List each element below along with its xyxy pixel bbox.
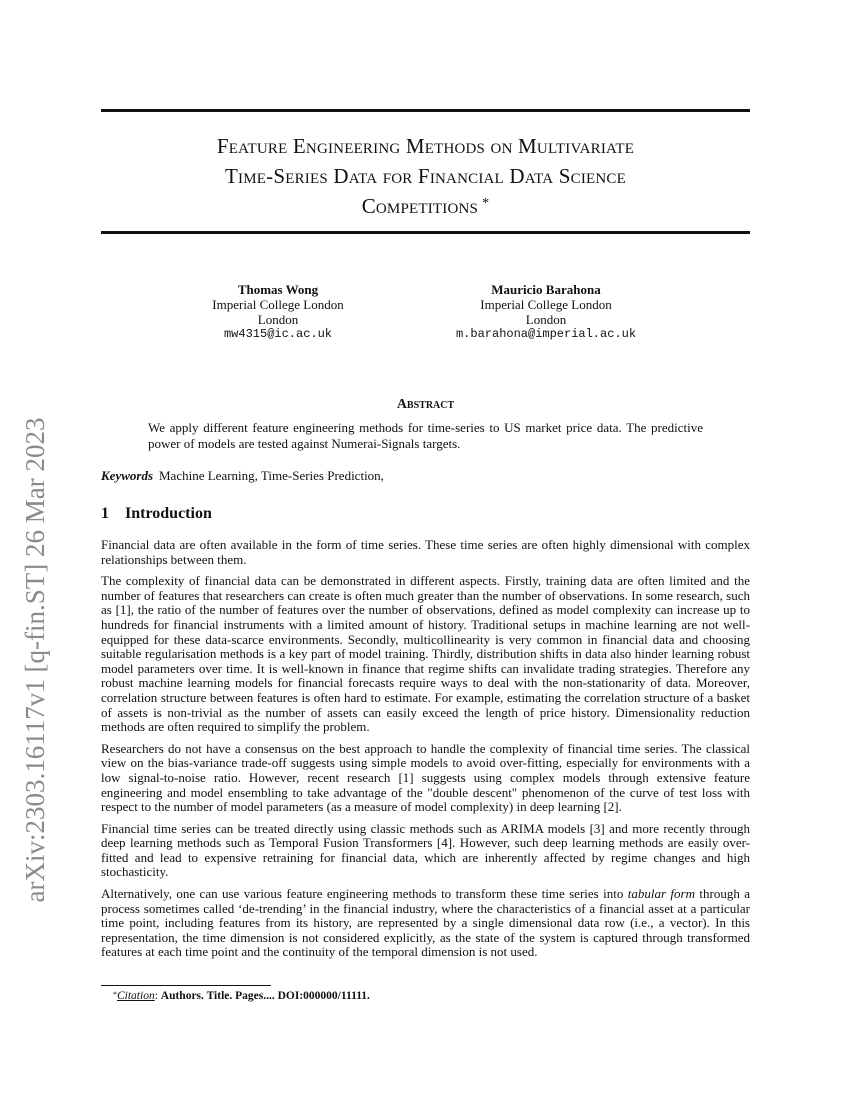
author-email[interactable]: m.barahona@imperial.ac.uk [455,327,637,341]
footnote-marker: * [113,990,117,999]
author-name: Mauricio Barahona [491,282,601,297]
author-city: London [525,312,567,327]
footnote-label: Citation [117,990,155,1002]
introduction-body [101,538,750,967]
abstract-heading: Abstract [396,397,455,412]
abstract-text: We apply different feature engineering methods for time-series to US market price data. The predictive power of models are tested against Numerai-Signals targets. [148,420,703,451]
paragraph: The complexity of financial data can be demonstrated in different aspects. Firstly, training data are often limited and the number of features that researchers can create is often much greater than the number of observations. In some research, such as [1], the ratio of the number of features over the number of observations, defined as model complexity can increase up to hundreds for financial instruments with a limited amount of history. Traditional setups in machine learning are not well-equipped for these data-scarce environments. Secondly, multicollinearity is very common in financial data and choosing suitable regularisation methods is a key part of model training. Thirdly, distribution shifts in data also hinder learning robust model parameters over time. It is well-known in finance that regime shifts can invalidate trading strategies. Therefore any robust machine learning models for financial forecasts require ways to deal with the non-stationarity of data. Moreover, correlation structure between features is often hard to estimate. For example, estimating the correlation structure of a basket of assets is non-trivial as the number of assets can easily exceed the length of price history. Dimensionality reduction methods are often required to simplify the problem. [101,573,750,735]
footnote-text: Authors. Title. Pages.... DOI:000000/11111. [160,990,370,1002]
author-block-1 [178,282,378,342]
author-city: London [257,312,299,327]
author-name: Thomas Wong [237,282,319,297]
section-title: Introduction [125,505,212,522]
footnote-colon: : [154,990,161,1002]
author-email[interactable]: mw4315@ic.ac.uk [223,327,333,341]
keywords-line [101,468,750,484]
paragraph [101,887,750,960]
keywords-text: Machine Learning, Time-Series Prediction, [159,468,384,483]
title-line-2: Time-Series Data for Financial Data Science [225,164,626,188]
footnote [113,990,370,1002]
title-rule-bottom [101,231,750,234]
paper-title [101,131,750,221]
paragraph: Financial time series can be treated directly using classic methods such as ARIMA models [3] and more recently through deep learning methods such as Temporal Fusion Transformers [4]. However, such deep learning methods are easily over-fitted and lead to expensive retraining for financial data, which are inherently affected by regime changes and high stochasticity. [101,820,750,880]
arxiv-identifier: arXiv:2303.16117v1 [q-fin.ST] 26 Mar 2023 [20,417,50,903]
paragraph: Financial data are often available in the form of time series. These time series are often highly dimensional with complex relationships between them. [101,537,750,567]
emphasis-text: tabular form [627,886,695,902]
paragraph-text: through a process sometimes called ‘de-trending’ in the financial industry, where the characteristics of a financial asset at a particular time point, including features from its history, are represented by a single dimensional data row (i.e., a vector). In this representation, the time dimension is not considered explicitly, as the state of the system is captured through transformed features at each time point and the continuity of the temporal dimension is not used. [101,886,750,960]
paragraph: Researchers do not have a consensus on the best approach to handle the complexity of financial time series. The classical view on the bias-variance trade-off suggests using simple models to avoid over-fitting, especially for environments with a low signal-to-noise ratio. However, recent research [1] suggests using complex models through extensive feature engineering and model ensembling to take advantage of the "double descent" phenomenon of the curve of test loss with respect to the number of model parameters (as a measure of model complexity) in deep learning [2]. [101,740,750,815]
author-block-2 [446,282,646,342]
title-line-3-text: Competitions [361,194,479,218]
author-affiliation: Imperial College London [212,297,344,312]
author-affiliation: Imperial College London [480,297,612,312]
title-footnote-marker: * [482,196,490,211]
section-heading [101,505,212,523]
paragraph-text: Alternatively, one can use various feature engineering methods to transform these time series into [101,886,628,902]
title-line-3 [101,191,750,221]
section-number: 1 [101,505,109,522]
keywords-label: Keywords [101,468,153,483]
title-rule-top [101,109,750,112]
title-line-1: Feature Engineering Methods on Multivariate [216,134,635,158]
footnote-rule [101,985,271,986]
